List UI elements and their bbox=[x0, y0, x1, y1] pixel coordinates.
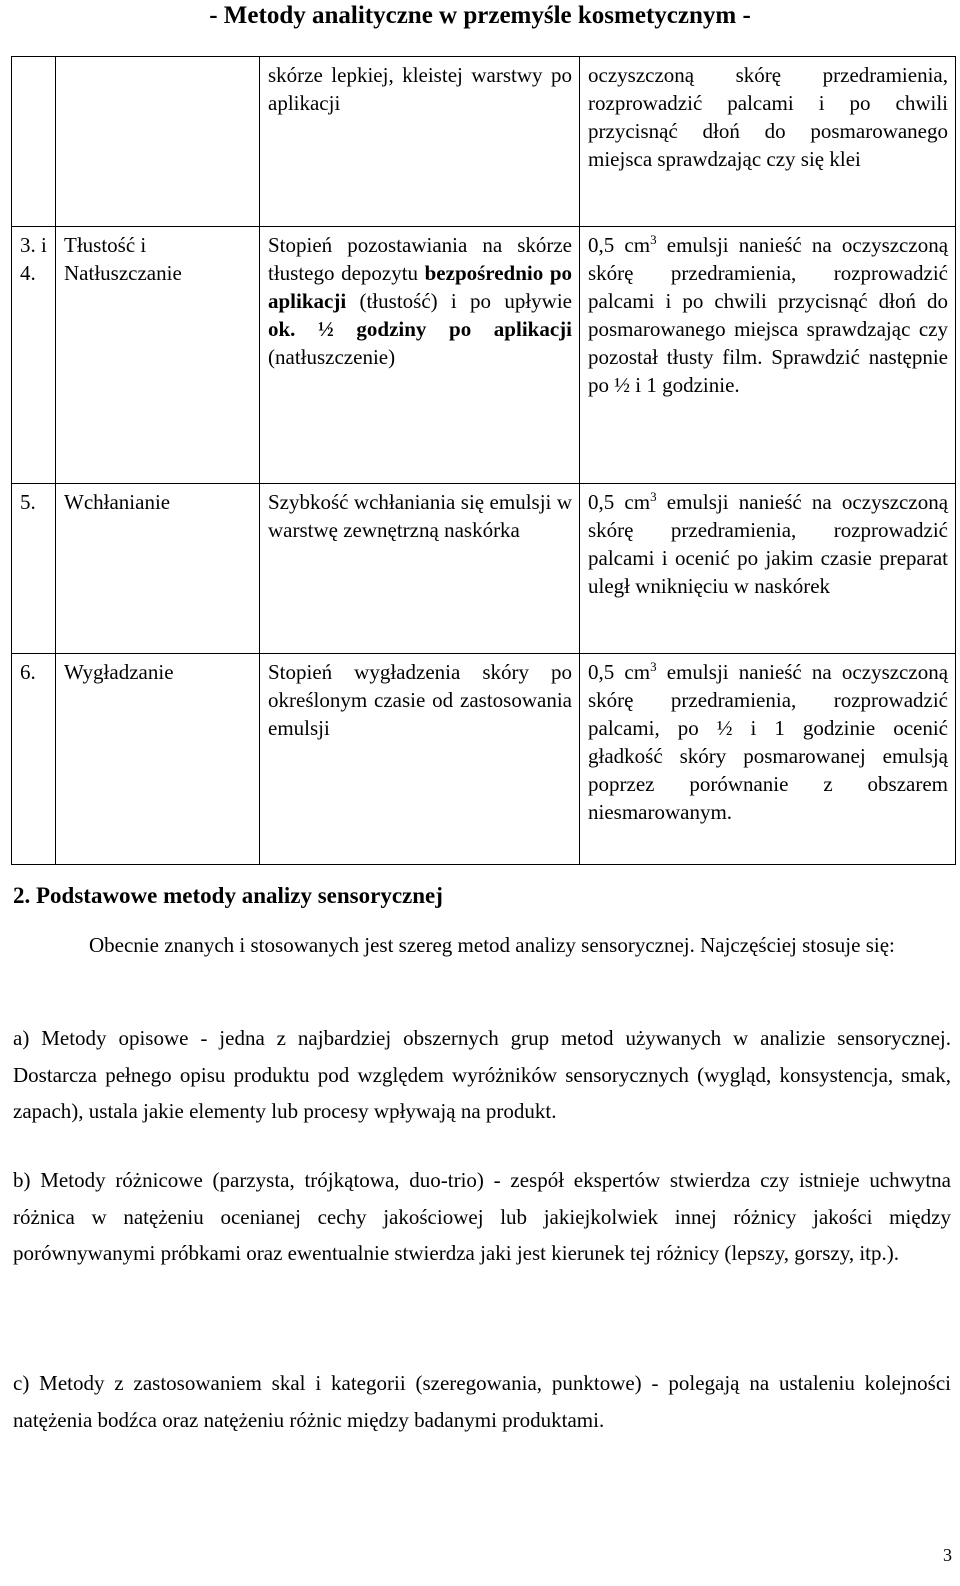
test-method-cell bbox=[580, 227, 956, 484]
method-text: emulsji nanieść na oczyszczoną skórę przedramienia, rozprowadzić palcami i po chwili przycisnąć dłoń do posmarowanego miejsca sprawdzając czy pozostał tłusty film. Sprawdzić następnie po ½ i 1 godzinie. bbox=[588, 233, 949, 397]
row-number-cell: 3. i 4. bbox=[12, 227, 56, 484]
method-quantity: 0,5 cm bbox=[588, 233, 651, 257]
attribute-name-cell: Tłustość i Natłuszczanie bbox=[56, 227, 260, 484]
method-text: emulsji nanieść na oczyszczoną skórę przedramienia, rozprowadzić palcami, po ½ i 1 godzinie ocenić gładkość skóry posmarowanej emulsją poprzez porównanie z obszarem niesmarowanym. bbox=[588, 660, 949, 824]
description-text: Stopień pozostawiania na skórze tłustego depozytu bbox=[268, 233, 572, 285]
test-method-cell: oczyszczoną skórę przedramienia, rozprowadzić palcami i po chwili przycisnąć dłoń do posmarowanego miejsca sprawdzając czy się klei bbox=[580, 57, 956, 227]
intro-paragraph: Obecnie znanych i stosowanych jest szereg metod analizy sensorycznej. Najczęściej stosuje się: bbox=[89, 933, 895, 957]
table-row bbox=[12, 484, 956, 654]
method-text: emulsji nanieść na oczyszczoną skórę przedramienia, rozprowadzić palcami i ocenić po jakim czasie preparat uległ wniknięciu w naskórek bbox=[588, 490, 949, 598]
table-row bbox=[12, 57, 956, 227]
row-number-cell: 6. bbox=[12, 654, 56, 865]
attribute-description-cell: Stopień wygładzenia skóry po określonym czasie od zastosowania emulsji bbox=[260, 654, 580, 865]
cubic-superscript: 3 bbox=[650, 232, 657, 247]
row-number-cell bbox=[12, 57, 56, 227]
table-row bbox=[12, 654, 956, 865]
table-row bbox=[12, 227, 956, 484]
page-number: 3 bbox=[943, 1545, 952, 1565]
attribute-name-cell: Wygładzanie bbox=[56, 654, 260, 865]
section-heading: 2. Podstawowe metody analizy sensorycznej bbox=[13, 883, 443, 908]
test-method-cell bbox=[580, 484, 956, 654]
attribute-name-cell: Wchłanianie bbox=[56, 484, 260, 654]
sensory-attributes-table bbox=[11, 56, 956, 865]
attribute-description-cell bbox=[260, 227, 580, 484]
row-number-cell: 5. bbox=[12, 484, 56, 654]
paragraph-item-c: c) Metody z zastosowaniem skal i kategorii (szeregowania, punktowe) - polegają na ustaleniu kolejności natężenia bodźca oraz natężeniu różnic między badanymi produktami. bbox=[13, 1371, 951, 1432]
method-quantity: 0,5 cm bbox=[588, 660, 651, 684]
test-method-cell bbox=[580, 654, 956, 865]
paragraph-item-b: b) Metody różnicowe (parzysta, trójkątowa, duo-trio) - zespół ekspertów stwierdza czy istnieje uchwytna różnica w natężeniu ocenianej cechy jakościowej lub jakiejkolwiek innej różnicy jakości między porównywanymi próbkami oraz ewentualnie stwierdza jaki jest kierunek tej różnicy (lepszy, gorszy, itp.). bbox=[13, 1168, 951, 1265]
cubic-superscript: 3 bbox=[650, 659, 657, 674]
attribute-description-cell: skórze lepkiej, kleistej warstwy po aplikacji bbox=[260, 57, 580, 227]
cubic-superscript: 3 bbox=[650, 489, 657, 504]
paragraph-item-a: a) Metody opisowe - jedna z najbardziej obszernych grup metod używanych w analizie sensorycznej. Dostarcza pełnego opisu produktu pod względem wyróżników sensorycznych (wygląd, konsystencja, smak, zapach), ustala jakie elementy lub procesy wpływają na produkt. bbox=[13, 1026, 951, 1123]
description-text: (natłuszczenie) bbox=[268, 345, 396, 369]
description-bold-text: ok. ½ godziny po aplikacji bbox=[268, 317, 572, 341]
description-bold-text: bezpośrednio po aplikacji bbox=[268, 261, 572, 313]
attribute-description-cell: Szybkość wchłaniania się emulsji w warstwę zewnętrzną naskórka bbox=[260, 484, 580, 654]
page-header-title: - Metody analityczne w przemyśle kosmetycznym - bbox=[209, 2, 751, 29]
method-quantity: 0,5 cm bbox=[588, 490, 651, 514]
description-text: (tłustość) i po upływie bbox=[359, 289, 572, 313]
attribute-name-cell bbox=[56, 57, 260, 227]
